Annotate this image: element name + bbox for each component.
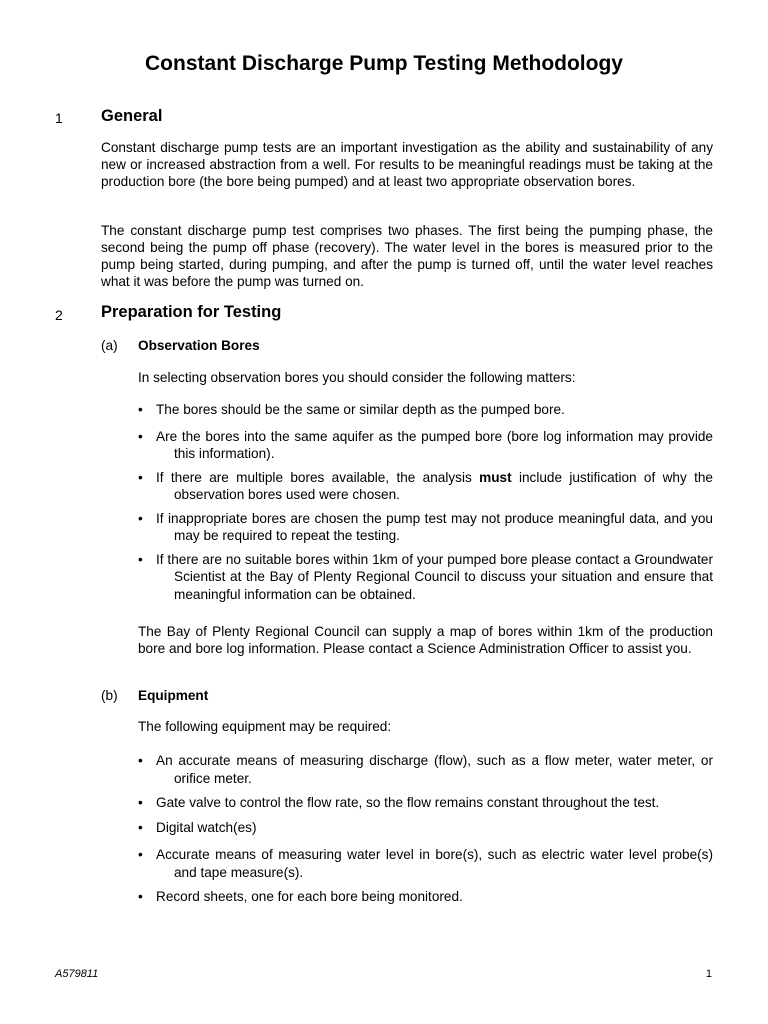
list-item: • If there are no suitable bores within 1km of your pumped bore please contact a Groundwater Scientist at the Bay of Plenty Regional Council to discuss your situation and ensure that meaningful information can be obtained. bbox=[138, 551, 713, 602]
section-1-heading: General bbox=[101, 107, 163, 125]
observation-bores-list bbox=[138, 401, 713, 603]
section-1-number: 1 bbox=[55, 110, 63, 126]
list-item: • Record sheets, one for each bore being monitored. bbox=[138, 889, 463, 904]
list-item: • If there are multiple bores available, the analysis must include justification of why the observation bores used were chosen. bbox=[138, 469, 713, 502]
list-item: • Gate valve to control the flow rate, so the flow remains constant throughout the test. bbox=[138, 795, 660, 810]
bullet-icon: • bbox=[138, 753, 143, 768]
document-title: Constant Discharge Pump Testing Methodology bbox=[145, 52, 623, 75]
bullet-icon: • bbox=[138, 428, 143, 444]
list-item: • Digital watch(es) bbox=[138, 819, 257, 835]
list-item: • The bores should be the same or similar depth as the pumped bore. bbox=[138, 402, 565, 417]
subsection-a-letter: (a) bbox=[101, 338, 118, 353]
section-1-paragraph-2: The constant discharge pump test comprises two phases. The first being the pumping phase, the second being the pump off phase (recovery). The water level in the bores is measured prior to the pump being started, during pumping, and after the pump is turned off, until the water level reaches what it was before the pump was turned on. bbox=[101, 223, 713, 289]
equipment-list bbox=[138, 752, 713, 906]
subsection-a-heading: Observation Bores bbox=[138, 338, 260, 353]
list-item: • Accurate means of measuring water level in bore(s), such as electric water level probe(s) and tape measure(s). bbox=[138, 847, 713, 880]
bullet-icon: • bbox=[138, 510, 143, 526]
page-number: 1 bbox=[705, 968, 712, 980]
bullet-icon: • bbox=[138, 889, 143, 904]
subsection-a-closing: The Bay of Plenty Regional Council can supply a map of bores within 1km of the production bore and bore log information. Please contact a Science Administration Officer to assist you. bbox=[138, 624, 713, 656]
list-item: • Are the bores into the same aquifer as the pumped bore (bore log information may provide this information). bbox=[138, 428, 713, 461]
section-1-paragraph-1: Constant discharge pump tests are an important investigation as the ability and sustainability of any new or increased abstraction from a well. For results to be meaningful readings must be taking at the production bore (the bore being pumped) and at least two appropriate observation bores. bbox=[101, 140, 713, 189]
list-item: • If inappropriate bores are chosen the pump test may not produce meaningful data, and you may be required to repeat the testing. bbox=[138, 510, 713, 543]
document-reference: A579811 bbox=[55, 968, 99, 980]
bullet-icon: • bbox=[138, 847, 143, 862]
list-item: • An accurate means of measuring discharge (flow), such as a flow meter, water meter, or orifice meter. bbox=[138, 753, 713, 786]
bullet-icon: • bbox=[138, 795, 143, 810]
bullet-icon: • bbox=[138, 551, 143, 567]
subsection-a-intro: In selecting observation bores you should consider the following matters: bbox=[138, 370, 576, 385]
subsection-b-heading: Equipment bbox=[138, 688, 209, 703]
section-2-heading: Preparation for Testing bbox=[101, 303, 282, 321]
subsection-b-intro: The following equipment may be required: bbox=[138, 719, 392, 734]
bullet-icon: • bbox=[138, 819, 143, 835]
bullet-icon: • bbox=[138, 402, 143, 417]
section-2-number: 2 bbox=[55, 307, 63, 323]
bullet-icon: • bbox=[138, 469, 143, 485]
subsection-b-letter: (b) bbox=[101, 688, 118, 703]
